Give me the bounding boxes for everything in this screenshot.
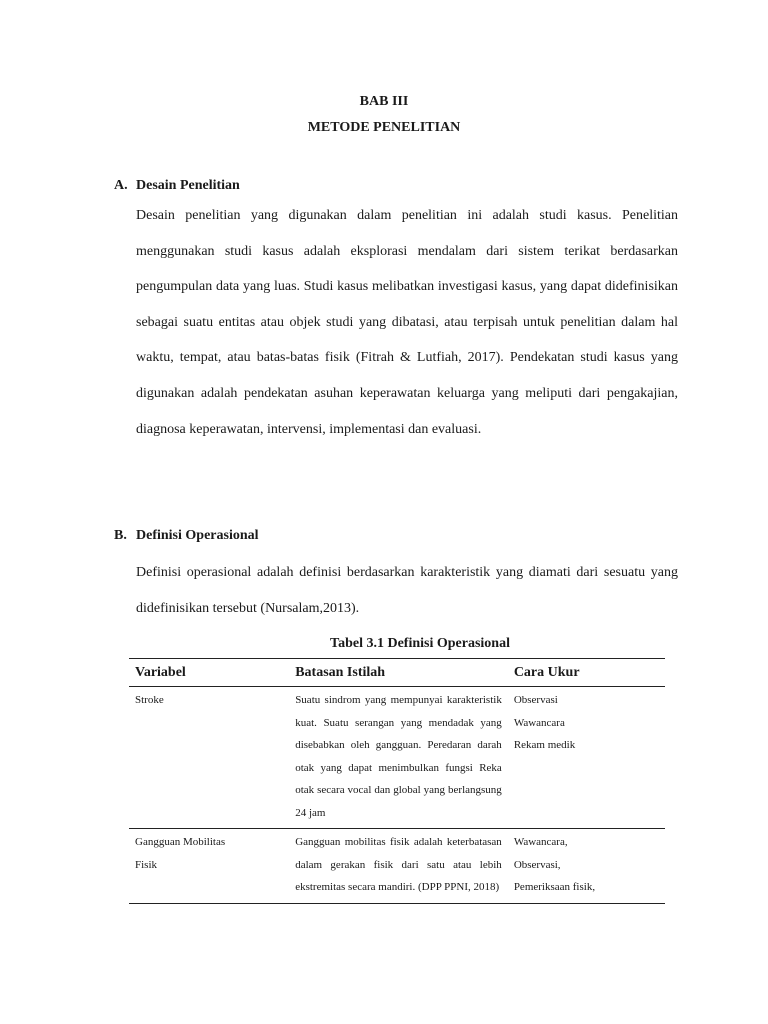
variabel-line: Stroke xyxy=(135,694,164,706)
variabel-line: Gangguan Mobilitas xyxy=(135,836,226,848)
chapter-number: BAB III xyxy=(359,94,409,109)
chapter-title: METODE PENELITIAN xyxy=(307,120,461,135)
cara-ukur-item: Observasi xyxy=(513,694,558,706)
header-batasan-istilah: Batasan Istilah xyxy=(289,659,508,687)
section-b-paragraph: Definisi operasional adalah definisi berdasarkan karakteristik yang diamati dari sesuatu yang didefinisikan tersebut (Nursalam,2013). xyxy=(136,565,678,616)
variabel-line: Fisik xyxy=(135,858,158,871)
table-row xyxy=(129,829,665,904)
section-a-title: Desain Penelitian xyxy=(136,178,240,193)
cell-variabel xyxy=(129,829,289,904)
section-a-paragraph: Desain penelitian yang digunakan dalam penelitian ini adalah studi kasus. Penelitian menggunakan studi kasus adalah eksplorasi mendalam dari sistem terikat berdasarkan pengumpulan data yang luas. Studi kasus melibatkan investigasi kasus, yang dapat didefinisikan sebagai suatu entitas atau objek studi yang dibatasi, atau terpisah untuk penelitian dalam hal waktu, tempat, atau batas-batas fisik (Fitrah & Lutfiah, 2017). Pendekatan studi kasus yang digunakan adalah pendekatan asuhan keperawatan keluarga yang meliputi dari pengakajian, diagnosa keperawatan, intervensi, implementasi dan evaluasi. xyxy=(136,208,678,437)
table-caption: Tabel 3.1 Definisi Operasional xyxy=(330,636,510,651)
cara-ukur-item: Rekam medik xyxy=(513,739,576,751)
cell-cara-ukur xyxy=(508,829,665,904)
section-a-heading xyxy=(114,178,240,194)
header-variabel: Variabel xyxy=(129,659,289,687)
definition-table xyxy=(129,658,665,904)
section-b-letter: B. xyxy=(114,528,127,543)
cara-ukur-item: Wawancara, xyxy=(513,836,568,848)
cara-ukur-item: Observasi, xyxy=(513,858,561,871)
cell-cara-ukur xyxy=(508,687,665,829)
cara-ukur-item: Wawancara xyxy=(513,716,565,729)
cell-batasan: Gangguan mobilitas fisik adalah keterbatasan dalam gerakan fisik dari satu atau lebih ekstremitas secara mandiri. (DPP PPNI, 2018) xyxy=(289,829,508,904)
cell-variabel xyxy=(129,687,289,829)
table-header-row xyxy=(129,659,665,687)
cell-batasan: Suatu sindrom yang mempunyai karakteristik kuat. Suatu serangan yang mendadak yang disebabkan oleh gangguan. Peredaran darah otak yang dapat menimbulkan fungsi Reka otak secara vocal dan global yang berlangsung 24 jam xyxy=(289,687,508,829)
section-a-letter: A. xyxy=(114,178,128,193)
section-b-title: Definisi Operasional xyxy=(136,528,259,543)
header-cara-ukur: Cara Ukur xyxy=(508,659,665,687)
section-b-heading xyxy=(114,528,259,544)
table-row xyxy=(129,687,665,829)
cara-ukur-item: Pemeriksaan fisik, xyxy=(513,881,596,893)
